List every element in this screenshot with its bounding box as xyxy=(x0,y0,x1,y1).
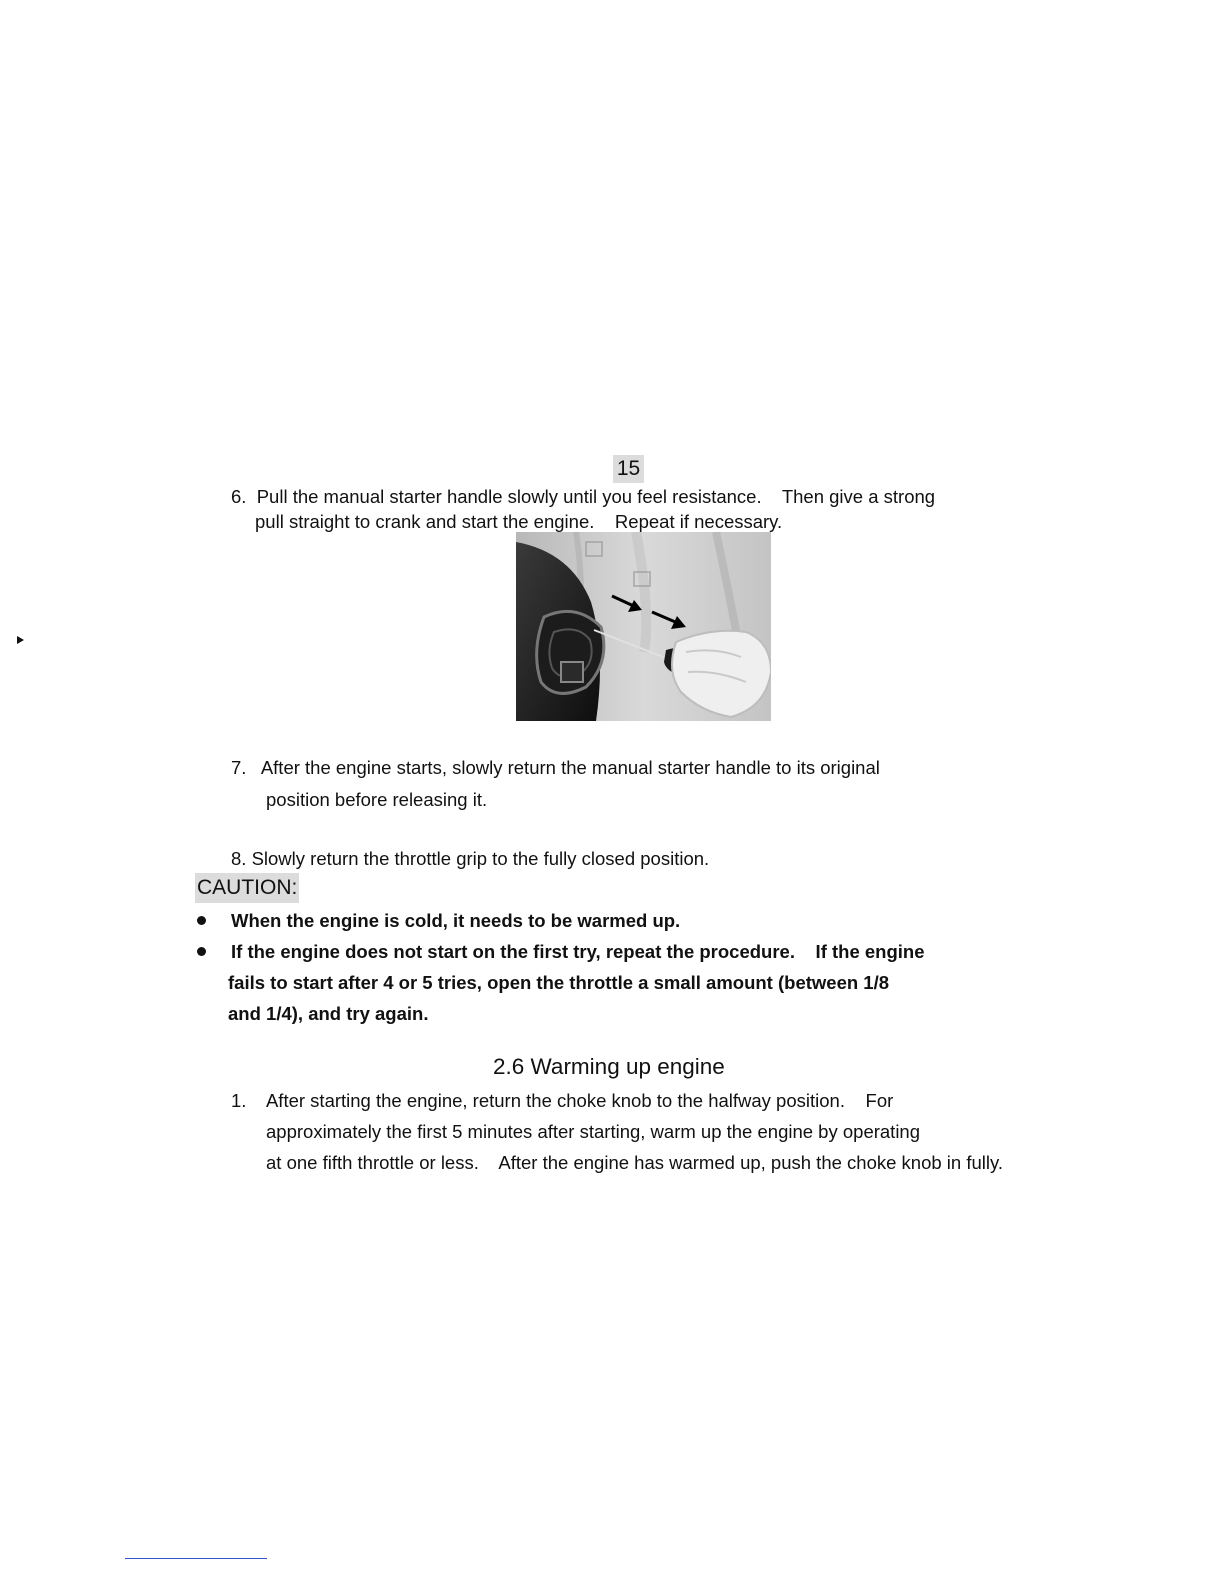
step-7 xyxy=(231,752,880,816)
margin-marker-icon xyxy=(17,636,24,644)
step-6-line-1: 6. Pull the manual starter handle slowly until you feel resistance. Then give a strong xyxy=(231,486,936,507)
bullet-dot-icon xyxy=(197,916,206,925)
section-step-1-line-1: 1. After starting the engine, return the choke knob to the halfway position. For xyxy=(231,1090,894,1111)
section-step-1-line-3: at one fifth throttle or less. After the engine has warmed up, push the choke knob in fully. xyxy=(266,1152,1004,1173)
step-7-line-2: position before releasing it. xyxy=(266,789,488,810)
step-7-line-1: 7. After the engine starts, slowly return the manual starter handle to its original xyxy=(231,757,880,778)
bullet-dot-icon xyxy=(197,947,206,956)
footnote-rule xyxy=(125,1558,267,1559)
section-title: 2.6 Warming up engine xyxy=(493,1054,725,1079)
starter-handle-photo-graphic xyxy=(516,532,771,721)
step-8: 8. Slowly return the throttle grip to the fully closed position. xyxy=(231,848,710,869)
caution-item-2-line-2: fails to start after 4 or 5 tries, open the throttle a small amount (between 1/8 xyxy=(228,972,890,993)
caution-item-2-line-1: If the engine does not start on the first try, repeat the procedure. If the engine xyxy=(231,941,925,962)
caution-label: CAUTION: xyxy=(195,873,299,903)
page-number: 15 xyxy=(613,455,644,483)
caution-item-2 xyxy=(228,936,925,1029)
section-step-1 xyxy=(231,1085,1003,1178)
step-6 xyxy=(231,484,935,534)
section-step-1-line-2: approximately the first 5 minutes after starting, warm up the engine by operating xyxy=(266,1121,921,1142)
caution-item-1: When the engine is cold, it needs to be warmed up. xyxy=(231,910,681,931)
starter-handle-photo xyxy=(516,532,771,721)
step-6-line-2: pull straight to crank and start the engine. Repeat if necessary. xyxy=(255,511,783,532)
caution-item-2-line-3: and 1/4), and try again. xyxy=(228,1003,429,1024)
